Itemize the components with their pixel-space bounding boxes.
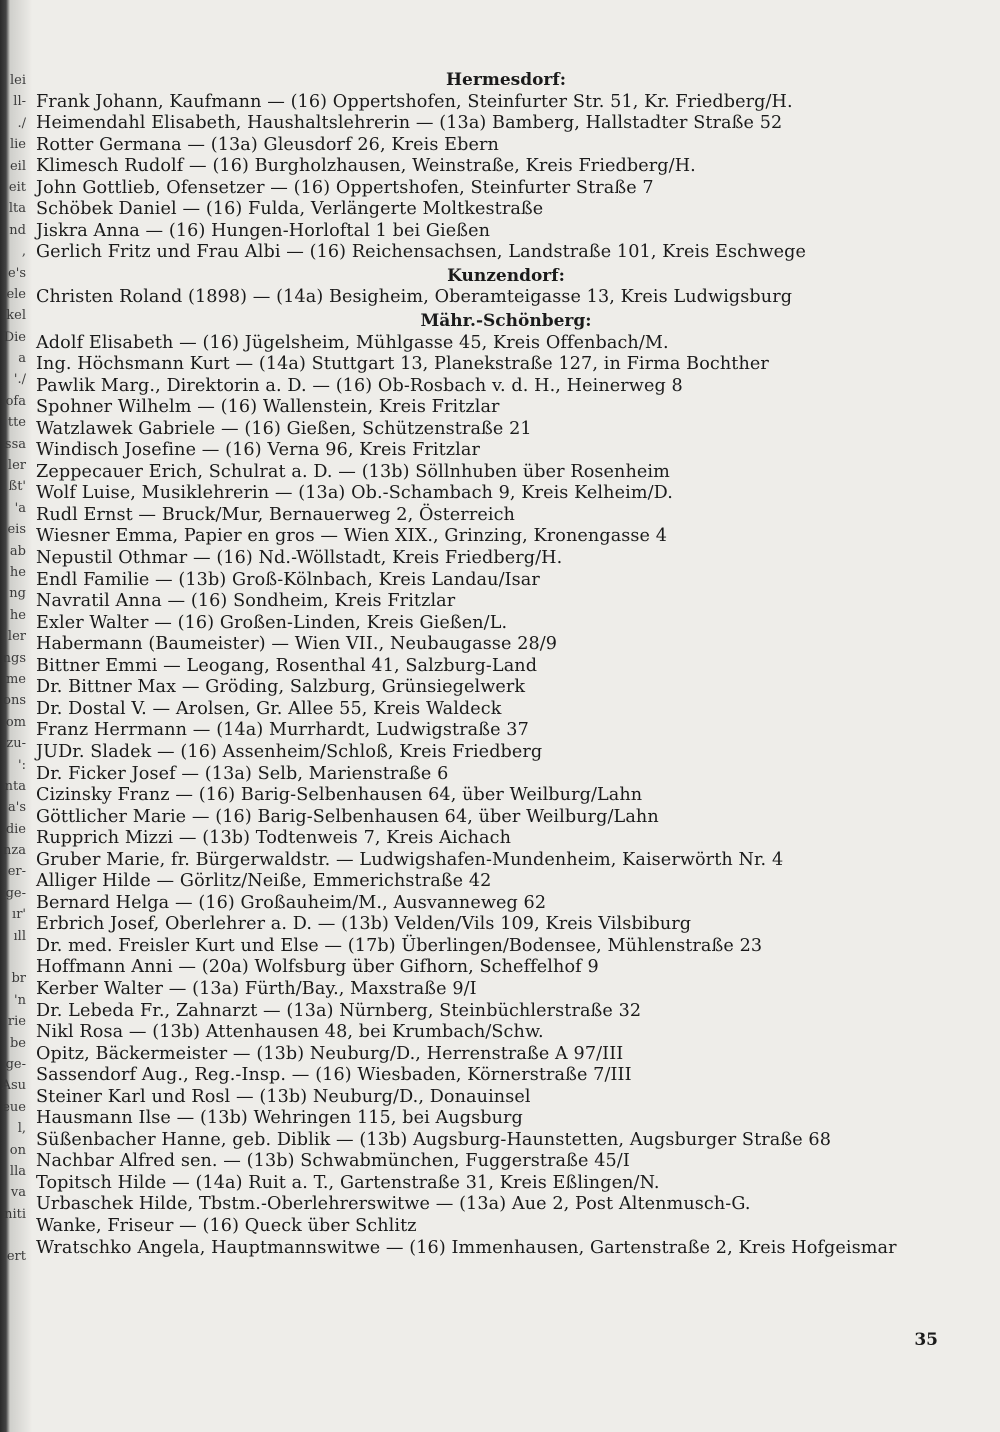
address-entry: Erbrich Josef, Oberlehrer a. D. — (13b) Velden/Vils 109, Kreis Vilsbiburg	[36, 914, 692, 935]
address-entry: Wolf Luise, Musiklehrerin — (13a) Ob.-Schambach 9, Kreis Kelheim/D.	[36, 483, 673, 504]
section-heading: Kunzendorf:	[447, 265, 565, 286]
address-entry: Steiner Karl und Rosl — (13b) Neuburg/D., Donauinsel	[36, 1086, 531, 1107]
address-entry: Wratschko Angela, Hauptmannswitwe — (16) Immenhausen, Gartenstraße 2, Kreis Hofgeismar	[36, 1237, 897, 1258]
adjacent-page-text-fragments	[0, 70, 26, 1268]
edge-fragment: ıll	[13, 928, 26, 944]
edge-fragment: e's	[8, 265, 26, 281]
address-entry: John Gottlieb, Ofensetzer — (16) Oppertshofen, Steinfurter Straße 7	[36, 177, 654, 198]
edge-fragment: lie	[9, 137, 26, 153]
address-entry: Rudl Ernst — Bruck/Mur, Bernauerweg 2, Österreich	[36, 504, 515, 525]
edge-fragment: eis	[7, 522, 26, 538]
address-entry: Gerlich Fritz und Frau Albi — (16) Reichensachsen, Landstraße 101, Kreis Eschwege	[36, 242, 807, 263]
address-entry: Dr. Ficker Josef — (13a) Selb, Marienstraße 6	[36, 763, 449, 784]
section-heading: Hermesdorf:	[446, 70, 566, 90]
edge-fragment: niti	[4, 1206, 26, 1222]
edge-fragment: lla	[9, 1163, 26, 1179]
address-entry: Franz Herrmann — (14a) Murrhardt, Ludwigstraße 37	[36, 720, 529, 741]
edge-fragment: tte	[7, 415, 26, 431]
address-entry: Opitz, Bäckermeister — (13b) Neuburg/D., Herrenstraße A 97/III	[36, 1043, 624, 1064]
edge-fragment: ler	[7, 629, 26, 645]
edge-fragment: he	[9, 607, 26, 623]
edge-fragment: er-	[7, 864, 26, 880]
address-entry: Dr. Dostal V. — Arolsen, Gr. Allee 55, Kreis Waldeck	[36, 698, 502, 719]
edge-fragment: ng	[9, 586, 26, 602]
edge-fragment: ab	[9, 543, 26, 559]
edge-fragment: ge-	[5, 1056, 26, 1072]
edge-fragment: l,	[17, 1121, 26, 1137]
edge-fragment: rie	[7, 1014, 26, 1030]
address-entry: Adolf Elisabeth — (16) Jügelsheim, Mühlgasse 45, Kreis Offenbach/M.	[36, 332, 669, 353]
address-entry: Bernard Helga — (16) Großauheim/M., Ausvanneweg 62	[36, 892, 547, 913]
edge-fragment: ,	[21, 244, 26, 260]
edge-fragment: zu-	[6, 736, 26, 752]
address-entry: JUDr. Sladek — (16) Assenheim/Schloß, Kreis Friedberg	[36, 741, 543, 762]
address-entry: Cizinsky Franz — (16) Barig-Selbenhausen 64, über Weilburg/Lahn	[36, 785, 643, 806]
address-entry: Gruber Marie, fr. Bürgerwaldstr. — Ludwigshafen-Mundenheim, Kaiserwörth Nr. 4	[36, 849, 784, 870]
address-entry: Hoffmann Anni — (20a) Wolfsburg über Gifhorn, Scheffelhof 9	[36, 957, 599, 978]
section-heading: Mähr.-Schönberg:	[420, 311, 592, 332]
address-entry: Rupprich Mizzi — (13b) Todtenweis 7, Kreis Aichach	[36, 828, 512, 849]
address-entry: Pawlik Marg., Direktorin a. D. — (16) Ob-Rosbach v. d. H., Heinerweg 8	[36, 375, 683, 396]
edge-fragment: ele	[6, 286, 26, 302]
edge-fragment: nd	[9, 222, 26, 238]
edge-fragment: eue	[2, 1099, 26, 1115]
edge-fragment: ßt'	[8, 479, 26, 495]
address-entry: Zeppecauer Erich, Schulrat a. D. — (13b) Söllnhuben über Rosenheim	[36, 461, 670, 482]
edge-fragment	[0, 1225, 26, 1246]
edge-fragment: Die	[3, 329, 26, 345]
edge-fragment: nta	[4, 778, 26, 794]
edge-fragment: eit	[8, 179, 26, 195]
edge-fragment: me	[5, 671, 26, 687]
edge-fragment: eil	[9, 158, 26, 174]
address-entry: Klimesch Rudolf — (16) Burgholzhausen, Weinstraße, Kreis Friedberg/H.	[36, 156, 696, 177]
edge-fragment: die	[5, 821, 26, 837]
edge-fragment: ssa	[4, 436, 26, 452]
edge-fragment: be	[9, 1035, 26, 1051]
address-entry: Frank Johann, Kaufmann — (16) Oppertshofen, Steinfurter Str. 51, Kr. Friedberg/H.	[36, 91, 793, 112]
address-entry: Exler Walter — (16) Großen-Linden, Kreis Gießen/L.	[36, 612, 508, 633]
address-entry: Nikl Rosa — (13b) Attenhausen 48, bei Krumbach/Schw.	[36, 1022, 544, 1043]
address-entry: Bittner Emmi — Leogang, Rosenthal 41, Salzburg-Land	[36, 655, 538, 676]
edge-fragment: lta	[8, 201, 26, 217]
edge-fragment: br	[11, 971, 26, 987]
edge-fragment: om	[5, 714, 26, 730]
address-entry: Sassendorf Aug., Reg.-Insp. — (16) Wiesbaden, Körnerstraße 7/III	[36, 1065, 632, 1086]
edge-fragment: he	[9, 564, 26, 580]
address-entry: Habermann (Baumeister) — Wien VII., Neubaugasse 28/9	[36, 634, 558, 655]
edge-fragment: a	[18, 351, 26, 367]
address-entry: Nachbar Alfred sen. — (13b) Schwabmünchen, Fuggerstraße 45/I	[36, 1151, 630, 1172]
address-entry: Süßenbacher Hanne, geb. Diblik — (13b) Augsburg-Haunstetten, Augsburger Straße 68	[36, 1129, 831, 1150]
address-entry: Christen Roland (1898) — (14a) Besigheim, Oberamteigasse 13, Kreis Ludwigsburg	[36, 287, 793, 308]
edge-fragment	[0, 947, 26, 968]
address-entry: Alliger Hilde — Görlitz/Neiße, Emmerichstraße 42	[36, 871, 492, 892]
address-entry: Navratil Anna — (16) Sondheim, Kreis Fritzlar	[36, 591, 456, 612]
address-entry: Windisch Josefine — (16) Verna 96, Kreis Fritzlar	[36, 440, 481, 461]
address-entry: Topitsch Hilde — (14a) Ruit a. T., Gartenstraße 31, Kreis Eßlingen/N.	[36, 1172, 660, 1193]
edge-fragment: Asu	[1, 1078, 26, 1094]
edge-fragment: ngs	[2, 650, 26, 666]
address-entry: Endl Familie — (13b) Groß-Kölnbach, Kreis Landau/Isar	[36, 569, 540, 590]
edge-fragment: ofa	[5, 393, 26, 409]
edge-fragment: nza	[3, 843, 26, 859]
address-entry: Wiesner Emma, Papier en gros — Wien XIX., Grinzing, Kronengasse 4	[36, 526, 668, 547]
address-entry: Heimendahl Elisabeth, Haushaltslehrerin — (13a) Bamberg, Hallstadter Straße 52	[36, 113, 783, 134]
edge-fragment: on	[9, 1142, 26, 1158]
edge-fragment: 'n	[14, 992, 26, 1008]
address-entry: Spohner Wilhelm — (16) Wallenstein, Kreis Fritzlar	[36, 397, 500, 418]
edge-fragment: ır'	[12, 907, 26, 923]
edge-fragment: va	[10, 1185, 26, 1201]
edge-fragment: ge-	[5, 885, 26, 901]
address-entry: Dr. Bittner Max — Gröding, Salzburg, Grünsiegelwerk	[36, 677, 526, 698]
edge-fragment: a's	[8, 800, 26, 816]
address-entry: Rotter Germana — (13a) Gleusdorf 26, Kreis Ebern	[36, 134, 499, 155]
address-entry: Hausmann Ilse — (13b) Wehringen 115, bei Augsburg	[36, 1108, 523, 1129]
address-entry: Kerber Walter — (13a) Fürth/Bay., Maxstraße 9/I	[36, 978, 477, 999]
address-entry: Urbaschek Hilde, Tbstm.-Oberlehrerswitwe — (13a) Aue 2, Post Altenmusch-G.	[36, 1194, 751, 1215]
address-entry: Jiskra Anna — (16) Hungen-Horloftal 1 bei Gießen	[36, 220, 491, 241]
edge-fragment: ':	[18, 757, 26, 773]
address-entry: Nepustil Othmar — (16) Nd.-Wöllstadt, Kreis Friedberg/H.	[36, 548, 563, 569]
edge-fragment: lei	[9, 73, 26, 88]
address-entry: Dr. med. Freisler Kurt und Else — (17b) Überlingen/Bodensee, Mühlenstraße 23	[36, 935, 763, 956]
address-entry: Schöbek Daniel — (16) Fulda, Verlängerte Moltkestraße	[36, 199, 544, 220]
address-entry: Wanke, Friseur — (16) Queck über Schlitz	[36, 1215, 417, 1236]
edge-fragment: 'a	[14, 500, 26, 516]
address-entry: Ing. Höchsmann Kurt — (14a) Stuttgart 13, Planekstraße 127, in Firma Bochther	[36, 354, 769, 375]
address-entry: Göttlicher Marie — (16) Barig-Selbenhausen 64, über Weilburg/Lahn	[36, 806, 659, 827]
edge-fragment: ert	[6, 1249, 26, 1265]
address-entry: Dr. Lebeda Fr., Zahnarzt — (13a) Nürnberg, Steinbüchlerstraße 32	[36, 1000, 642, 1021]
edge-fragment: ons	[3, 693, 26, 709]
address-entry: Watzlawek Gabriele — (16) Gießen, Schützenstraße 21	[36, 418, 532, 439]
page-number: 35	[914, 1330, 938, 1350]
edge-fragment: ler	[7, 458, 26, 474]
edge-fragment: ./	[17, 115, 26, 131]
edge-fragment: ll-	[13, 94, 26, 110]
edge-fragment: kel	[6, 308, 26, 324]
address-list	[36, 68, 956, 1259]
edge-fragment: './	[13, 372, 26, 388]
